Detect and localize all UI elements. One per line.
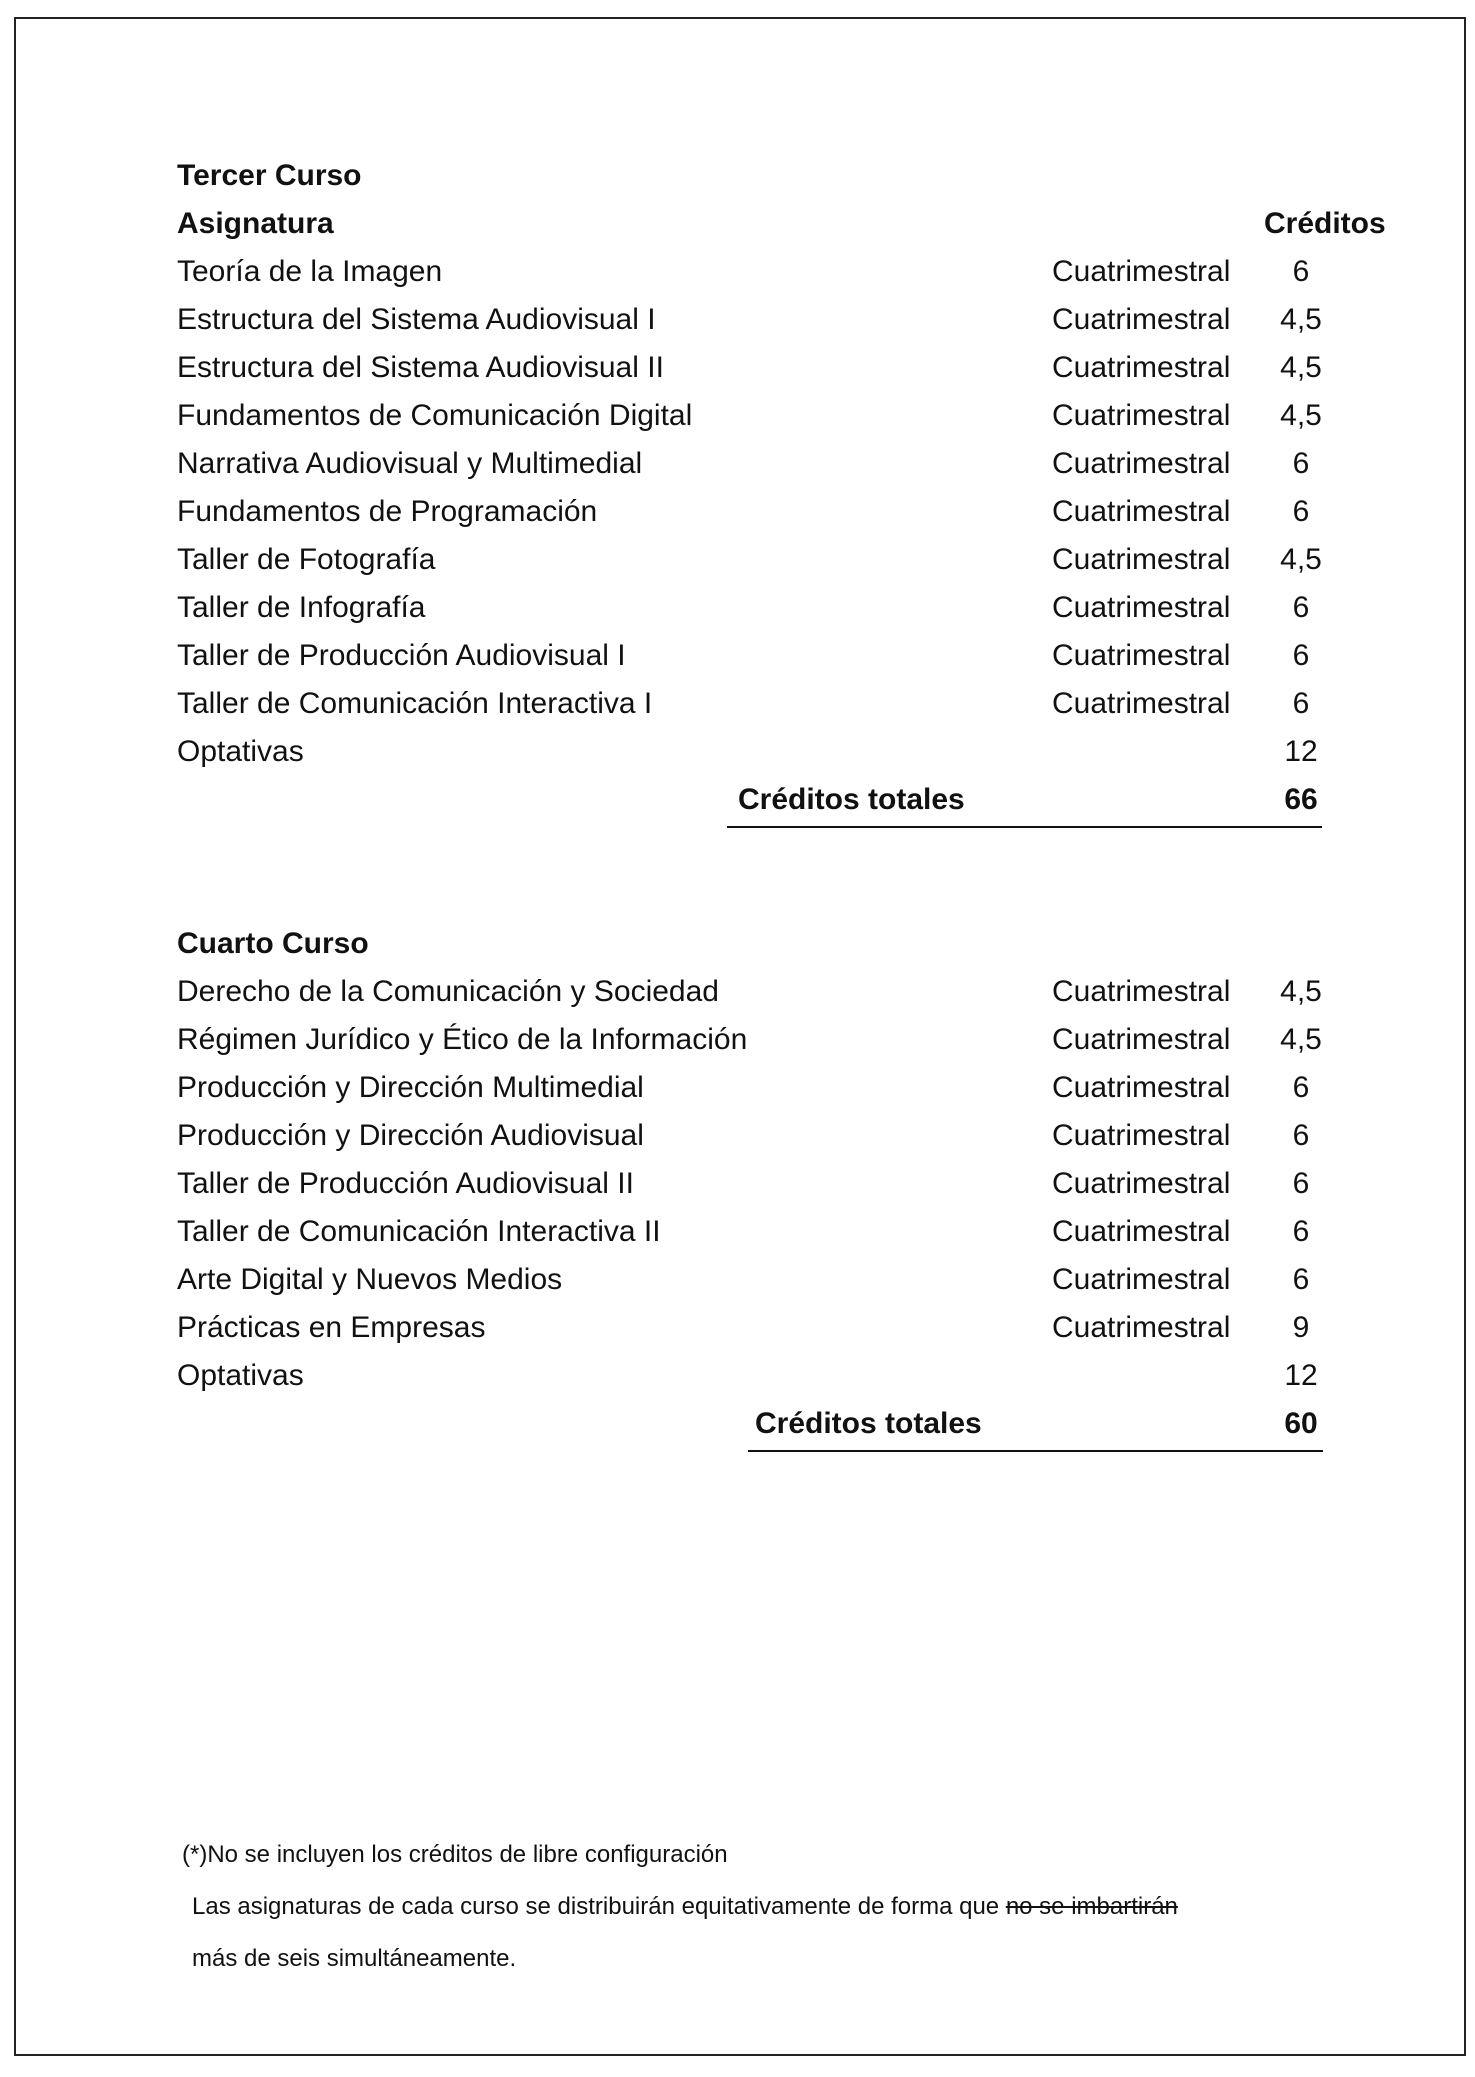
subject-cell: Taller de Comunicación Interactiva II	[177, 1215, 661, 1248]
credits-cell: 4,5	[1280, 975, 1322, 1008]
credits-cell: 6	[1292, 447, 1310, 480]
table-row	[0, 1256, 1475, 1304]
period-cell: Cuatrimestral	[1052, 1071, 1231, 1104]
subject-cell: Taller de Comunicación Interactiva I	[177, 687, 653, 720]
table-row	[0, 488, 1475, 536]
period-cell: Cuatrimestral	[1052, 1023, 1231, 1056]
third-year-total-label: Créditos totales	[738, 783, 965, 816]
credits-cell: 4,5	[1280, 303, 1322, 336]
credits-cell: 6	[1292, 639, 1310, 672]
table-row	[0, 296, 1475, 344]
table-row	[0, 1160, 1475, 1208]
credits-cell: 6	[1292, 1263, 1310, 1296]
subject-cell: Derecho de la Comunicación y Sociedad	[177, 975, 719, 1008]
subject-cell: Optativas	[177, 1359, 304, 1392]
table-row	[0, 248, 1475, 296]
period-cell: Cuatrimestral	[1052, 303, 1231, 336]
table-row	[0, 1352, 1475, 1400]
credits-cell: 4,5	[1280, 351, 1322, 384]
subject-cell: Taller de Producción Audiovisual II	[177, 1167, 634, 1200]
table-row	[0, 968, 1475, 1016]
credits-cell: 6	[1292, 1167, 1310, 1200]
subject-cell: Fundamentos de Comunicación Digital	[177, 399, 693, 432]
fourth-year-total-rule	[748, 1450, 1323, 1452]
table-row	[0, 536, 1475, 584]
table-row	[0, 584, 1475, 632]
credits-cell: 12	[1284, 735, 1318, 768]
fourth-year-total-label: Créditos totales	[755, 1407, 982, 1440]
period-cell: Cuatrimestral	[1052, 399, 1231, 432]
note-distribution	[192, 1887, 1178, 1927]
subject-cell: Estructura del Sistema Audiovisual I	[177, 303, 656, 336]
subject-cell: Narrativa Audiovisual y Multimedial	[177, 447, 643, 480]
period-cell: Cuatrimestral	[1052, 1167, 1231, 1200]
period-cell: Cuatrimestral	[1052, 447, 1231, 480]
note-free-credits: (*)No se incluyen los créditos de libre configuración	[182, 1841, 728, 1868]
note-distribution-struck-text: no se imbartirán	[1005, 1893, 1178, 1920]
period-cell: Cuatrimestral	[1052, 351, 1231, 384]
period-cell: Cuatrimestral	[1052, 1311, 1231, 1344]
note-distribution-text: Las asignaturas de cada curso se distribuirán equitativamente de forma que	[192, 1893, 1006, 1920]
period-cell: Cuatrimestral	[1052, 639, 1231, 672]
table-row	[0, 1208, 1475, 1256]
credits-cell: 12	[1284, 1359, 1318, 1392]
subject-cell: Taller de Fotografía	[177, 543, 436, 576]
subject-cell: Régimen Jurídico y Ético de la Información	[177, 1023, 748, 1056]
period-cell: Cuatrimestral	[1052, 1119, 1231, 1152]
subject-cell: Taller de Infografía	[177, 591, 426, 624]
table-row	[0, 344, 1475, 392]
credits-cell: 6	[1292, 687, 1310, 720]
table-row	[0, 632, 1475, 680]
period-cell: Cuatrimestral	[1052, 687, 1231, 720]
subject-cell: Teoría de la Imagen	[177, 255, 443, 288]
table-row	[0, 1304, 1475, 1352]
third-year-total-rule	[727, 826, 1322, 828]
third-year-total-value: 66	[1284, 783, 1318, 816]
subject-cell: Producción y Dirección Audiovisual	[177, 1119, 644, 1152]
fourth-year-total-value: 60	[1284, 1407, 1318, 1440]
period-cell: Cuatrimestral	[1052, 495, 1231, 528]
credits-cell: 6	[1292, 1119, 1310, 1152]
table-row	[0, 1112, 1475, 1160]
subject-cell: Arte Digital y Nuevos Medios	[177, 1263, 563, 1296]
note-distribution-end: más de seis simultáneamente.	[192, 1945, 517, 1972]
credits-cell: 4,5	[1280, 399, 1322, 432]
credits-cell: 6	[1292, 495, 1310, 528]
credits-cell: 6	[1292, 255, 1310, 288]
subject-column-header: Asignatura	[177, 207, 334, 240]
table-row	[0, 1064, 1475, 1112]
credits-cell: 4,5	[1280, 1023, 1322, 1056]
period-cell: Cuatrimestral	[1052, 543, 1231, 576]
period-cell: Cuatrimestral	[1052, 591, 1231, 624]
credits-cell: 4,5	[1280, 543, 1322, 576]
credits-cell: 6	[1292, 591, 1310, 624]
period-cell: Cuatrimestral	[1052, 255, 1231, 288]
subject-cell: Taller de Producción Audiovisual I	[177, 639, 626, 672]
credits-cell: 6	[1292, 1215, 1310, 1248]
table-row	[0, 1016, 1475, 1064]
table-row	[0, 680, 1475, 728]
table-row	[0, 728, 1475, 776]
subject-cell: Fundamentos de Programación	[177, 495, 598, 528]
credits-cell: 6	[1292, 1071, 1310, 1104]
fourth-year-title: Cuarto Curso	[177, 927, 369, 960]
table-row	[0, 392, 1475, 440]
period-cell: Cuatrimestral	[1052, 1263, 1231, 1296]
credits-cell: 9	[1292, 1311, 1310, 1344]
period-cell: Cuatrimestral	[1052, 975, 1231, 1008]
subject-cell: Estructura del Sistema Audiovisual II	[177, 351, 664, 384]
table-row	[0, 440, 1475, 488]
period-cell: Cuatrimestral	[1052, 1215, 1231, 1248]
third-year-title: Tercer Curso	[177, 159, 362, 192]
subject-cell: Producción y Dirección Multimedial	[177, 1071, 644, 1104]
subject-cell: Optativas	[177, 735, 304, 768]
credits-column-header: Créditos	[1264, 207, 1386, 240]
subject-cell: Prácticas en Empresas	[177, 1311, 486, 1344]
